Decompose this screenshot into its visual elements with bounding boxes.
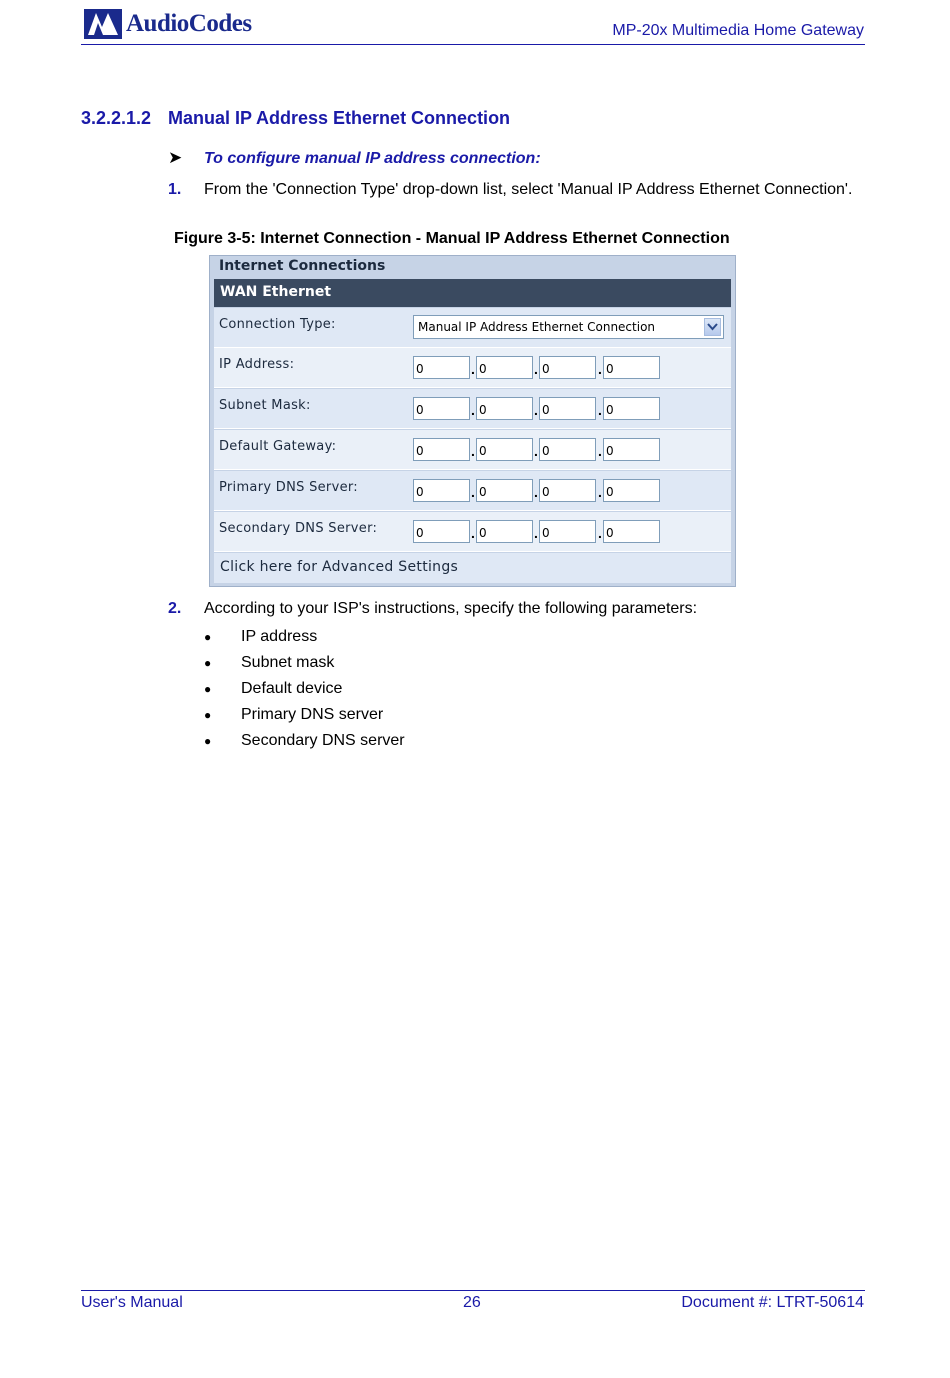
primary-dns-octet-4[interactable]: 0 bbox=[603, 479, 660, 502]
wan-ethernet-label: WAN Ethernet bbox=[220, 284, 332, 300]
ip-address-octet-1[interactable]: 0 bbox=[413, 356, 470, 379]
list-item: Primary DNS server bbox=[241, 706, 384, 723]
internet-connections-panel bbox=[209, 255, 736, 587]
company-logo bbox=[84, 8, 252, 40]
octet-separator: . bbox=[471, 525, 475, 541]
step-text: According to your ISP's instructions, specify the following parameters: bbox=[204, 600, 698, 617]
octet-separator: . bbox=[598, 525, 602, 541]
octet-separator: . bbox=[598, 443, 602, 459]
bullet-icon: ● bbox=[204, 682, 212, 696]
audiocodes-logo-icon bbox=[84, 9, 122, 39]
list-item: Default device bbox=[241, 680, 343, 697]
subnet-mask-octet-2[interactable]: 0 bbox=[476, 397, 533, 420]
step-number: 1. bbox=[168, 181, 182, 198]
advanced-settings-link[interactable]: Click here for Advanced Settings bbox=[220, 559, 459, 575]
connection-type-row bbox=[214, 308, 731, 348]
bullet-icon: ● bbox=[204, 630, 212, 644]
document-number: Document #: LTRT-50614 bbox=[681, 1294, 864, 1311]
primary-dns-octet-1[interactable]: 0 bbox=[413, 479, 470, 502]
step-text: From the 'Connection Type' drop-down list, select 'Manual IP Address Ethernet Connection'. bbox=[204, 181, 853, 198]
primary-dns-octet-3[interactable]: 0 bbox=[539, 479, 596, 502]
footer-divider bbox=[81, 1290, 865, 1291]
octet-separator: . bbox=[471, 361, 475, 377]
secondary-dns-row bbox=[214, 512, 731, 552]
chevron-down-icon[interactable] bbox=[704, 318, 721, 336]
octet-separator: . bbox=[534, 361, 538, 377]
document-title: MP-20x Multimedia Home Gateway bbox=[612, 22, 864, 39]
octet-separator: . bbox=[471, 402, 475, 418]
bullet-icon: ● bbox=[204, 656, 212, 670]
logo-text: AudioCodes bbox=[126, 10, 252, 37]
primary-dns-label: Primary DNS Server: bbox=[219, 480, 358, 495]
subnet-mask-octet-3[interactable]: 0 bbox=[539, 397, 596, 420]
footer-manual-name: User's Manual bbox=[81, 1294, 183, 1311]
octet-separator: . bbox=[598, 484, 602, 500]
list-item: IP address bbox=[241, 628, 318, 645]
procedure-arrow-icon: ➤ bbox=[168, 148, 183, 167]
list-item: Secondary DNS server bbox=[241, 732, 405, 749]
section-number: 3.2.2.1.2 bbox=[81, 108, 152, 128]
secondary-dns-octet-1[interactable]: 0 bbox=[413, 520, 470, 543]
wan-ethernet-header bbox=[214, 279, 731, 307]
procedure-title: To configure manual IP address connection: bbox=[204, 150, 541, 167]
default-gateway-octet-3[interactable]: 0 bbox=[539, 438, 596, 461]
subnet-mask-octet-1[interactable]: 0 bbox=[413, 397, 470, 420]
figure-caption: Figure 3-5: Internet Connection - Manual IP Address Ethernet Connection bbox=[174, 230, 730, 247]
subnet-mask-octet-4[interactable]: 0 bbox=[603, 397, 660, 420]
default-gateway-octet-2[interactable]: 0 bbox=[476, 438, 533, 461]
connection-type-label: Connection Type: bbox=[219, 317, 336, 332]
ip-address-label: IP Address: bbox=[219, 357, 295, 372]
bullet-icon: ● bbox=[204, 734, 212, 748]
ip-address-octet-4[interactable]: 0 bbox=[603, 356, 660, 379]
ip-address-octet-3[interactable]: 0 bbox=[539, 356, 596, 379]
octet-separator: . bbox=[534, 525, 538, 541]
octet-separator: . bbox=[471, 484, 475, 500]
default-gateway-octet-4[interactable]: 0 bbox=[603, 438, 660, 461]
ip-address-row bbox=[214, 348, 731, 388]
advanced-settings-row bbox=[214, 553, 731, 583]
secondary-dns-octet-4[interactable]: 0 bbox=[603, 520, 660, 543]
primary-dns-row bbox=[214, 471, 731, 511]
octet-separator: . bbox=[534, 484, 538, 500]
octet-separator: . bbox=[598, 402, 602, 418]
default-gateway-octet-1[interactable]: 0 bbox=[413, 438, 470, 461]
default-gateway-row bbox=[214, 430, 731, 470]
connection-type-value: Manual IP Address Ethernet Connection bbox=[418, 320, 656, 334]
page-number: 26 bbox=[463, 1294, 481, 1311]
subnet-mask-label: Subnet Mask: bbox=[219, 398, 311, 413]
panel-title: Internet Connections bbox=[219, 258, 386, 274]
header-divider bbox=[81, 44, 865, 45]
primary-dns-octet-2[interactable]: 0 bbox=[476, 479, 533, 502]
octet-separator: . bbox=[534, 402, 538, 418]
secondary-dns-octet-3[interactable]: 0 bbox=[539, 520, 596, 543]
default-gateway-label: Default Gateway: bbox=[219, 439, 337, 454]
secondary-dns-octet-2[interactable]: 0 bbox=[476, 520, 533, 543]
connection-type-select[interactable] bbox=[413, 315, 724, 339]
octet-separator: . bbox=[471, 443, 475, 459]
octet-separator: . bbox=[598, 361, 602, 377]
secondary-dns-label: Secondary DNS Server: bbox=[219, 521, 378, 536]
bullet-icon: ● bbox=[204, 708, 212, 722]
ip-address-octet-2[interactable]: 0 bbox=[476, 356, 533, 379]
step-number: 2. bbox=[168, 600, 182, 617]
octet-separator: . bbox=[534, 443, 538, 459]
subnet-mask-row bbox=[214, 389, 731, 429]
section-title: Manual IP Address Ethernet Connection bbox=[168, 108, 511, 128]
list-item: Subnet mask bbox=[241, 654, 335, 671]
